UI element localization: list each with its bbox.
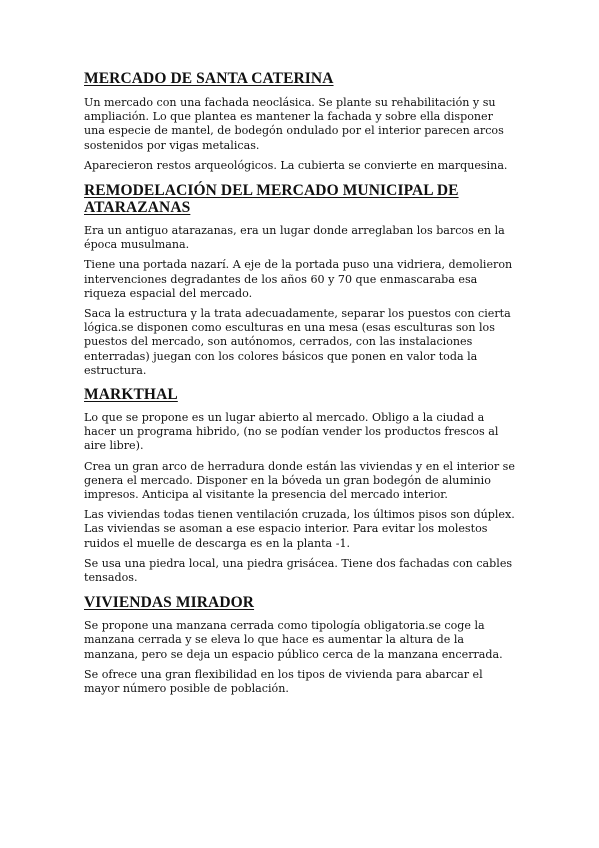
paragraph: Se usa una piedra local, una piedra grisácea. Tiene dos fachadas con cables tensados.	[84, 556, 513, 585]
paragraph: Se propone una manzana cerrada como tipología obligatoria.se coge la manzana cerrada y se eleva lo que hace es aumentar la altura de la manzana, pero se deja un espacio público cerca de la manzana encerrada.	[84, 619, 503, 661]
document-page	[84, 70, 516, 702]
section-markthal	[84, 386, 516, 585]
paragraph: Aparecieron restos arqueológicos. La cubierta se convierte en marquesina.	[84, 158, 508, 172]
paragraph: Saca la estructura y la trata adecuadamente, separar los puestos con cierta lógica.se disponen como esculturas en una mesa (esas esculturas son los puestos del mercado, son autónomos, cerrados, con las instalaciones enterradas) juegan con los colores básicos que ponen en valor toda la estructura.	[84, 307, 511, 377]
section-title: MARKTHAL	[84, 386, 178, 404]
paragraph: Lo que se propone es un lugar abierto al mercado. Obligo a la ciudad a hacer un programa hibrido, (no se podían vender los productos frescos al aire libre).	[84, 411, 499, 453]
paragraph: Tiene una portada nazarí. A eje de la portada puso una vidriera, demolieron intervenciones degradantes de los años 60 y 70 que enmascaraba esa riqueza espacial del mercado.	[84, 258, 513, 300]
paragraph: Las viviendas todas tienen ventilación cruzada, los últimos pisos son dúplex. Las viviendas se asoman a ese espacio interior. Para evitar los molestos ruidos el muelle de descarga es en la planta -1.	[84, 508, 515, 550]
paragraph: Crea un gran arco de herradura donde están las viviendas y en el interior se genera el mercado. Disponer en la bóveda un gran bodegón de aluminio impresos. Anticipa al visitante la presencia del mercado interior.	[84, 459, 515, 502]
section-viviendas-mirador	[84, 594, 516, 696]
section-title: VIVIENDAS MIRADOR	[84, 594, 255, 612]
section-santa-caterina	[84, 70, 516, 173]
paragraph: Era un antiguo atarazanas, era un lugar donde arreglaban los barcos en la época musulmana.	[84, 224, 505, 252]
paragraph: Un mercado con una fachada neoclásica. Se plante su rehabilitación y su ampliación. Lo que plantea es mantener la fachada y sobre ella disponer una especie de mantel, de bodegón ondulado por el interior parecen arcos sostenidos por vigas metalicas.	[84, 96, 504, 152]
paragraph: Se ofrece una gran flexibilidad en los tipos de vivienda para abarcar el mayor número posible de población.	[84, 667, 483, 696]
section-title: REMODELACIÓN DEL MERCADO MUNICIPAL DE ATARAZANAS	[84, 182, 459, 217]
section-title: MERCADO DE SANTA CATERINA	[84, 70, 334, 87]
section-atarazanas	[84, 182, 516, 378]
